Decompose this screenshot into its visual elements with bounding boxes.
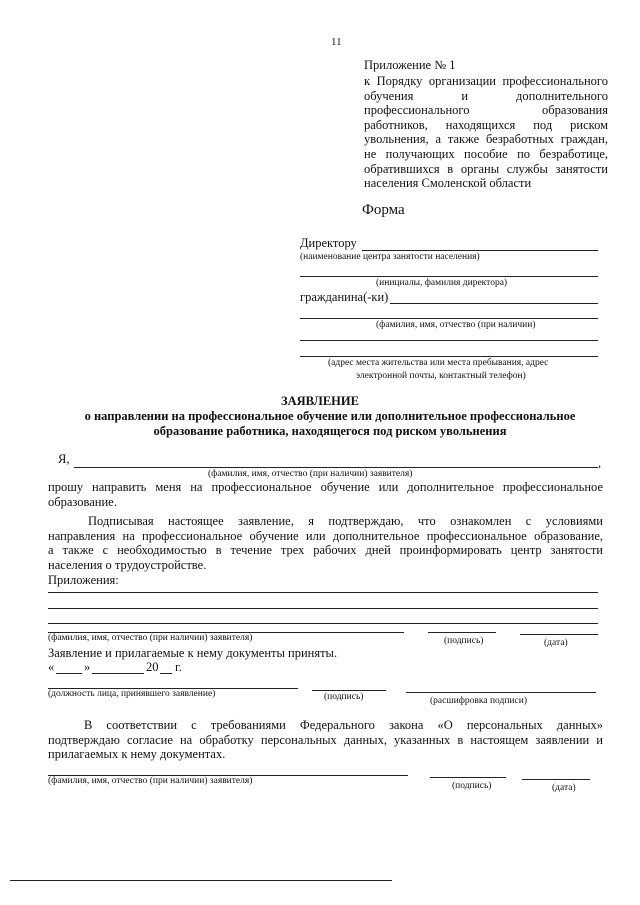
bottom-rule — [10, 880, 392, 881]
date-open-quote: « — [48, 660, 55, 674]
attachments-line-3 — [48, 623, 598, 624]
date-year: 20 — [146, 660, 159, 674]
citizen-line — [390, 303, 598, 304]
applicant-caption: (фамилия, имя, отчество (при наличии) заявителя) — [208, 469, 413, 479]
citizen-label: гражданина(-ки) — [300, 290, 389, 304]
consent-line: подтверждаю согласие на обработку персональных данных, указанных в настоящем заявлении и — [48, 732, 603, 747]
date-year-suffix: г. — [175, 660, 182, 674]
appendix-text — [364, 74, 608, 191]
confirm-line: Подписывая настоящее заявление, я подтверждаю, что ознакомлен с условиями — [88, 514, 603, 528]
date-year-line — [160, 673, 172, 674]
citizen-name-line — [300, 318, 598, 319]
attachments-line-2 — [48, 608, 598, 609]
appendix-line: к Порядку организации профессионального — [364, 74, 608, 88]
statement-title: ЗАЯВЛЕНИЕ — [281, 394, 359, 408]
appendix-title: Приложение № 1 — [364, 58, 456, 72]
appendix-line: обратившихся в органы службы занятости — [364, 161, 608, 176]
date-month-line — [92, 673, 144, 674]
acceptance-signature-caption: (подпись) — [324, 692, 364, 702]
director-caption: (инициалы, фамилия директора) — [376, 278, 508, 288]
director-center-line — [362, 250, 598, 251]
acceptance-text: Заявление и прилагаемые к нему документы приняты. — [48, 646, 338, 660]
acceptance-date — [48, 660, 208, 676]
request-paragraph — [48, 480, 603, 509]
request-line: образование. — [48, 494, 117, 509]
appendix-line: увольнения, а также безработных граждан, — [364, 132, 608, 147]
appendix-line: населения Смоленской области — [364, 176, 532, 191]
ya-label: Я, — [58, 452, 70, 466]
consent-line: прилагаемых к нему документах. — [48, 747, 226, 762]
statement-subtitle-1: о направлении на профессиональное обучение или дополнительное профессиональное — [84, 409, 576, 423]
consent-line: В соответствии с требованиями Федерального закона «О персональных данных» — [84, 718, 603, 732]
consent-signer-caption: (фамилия, имя, отчество (при наличии) заявителя) — [48, 776, 253, 786]
confirm-line: а также с необходимостью в течение трех рабочих дней проинформировать центр занятости — [48, 543, 603, 558]
position-caption: (должность лица, принявшего заявление) — [48, 689, 216, 699]
statement-subtitle-2: образование работника, находящегося под риском увольнения — [153, 424, 507, 438]
page-number: 11 — [331, 36, 342, 48]
center-caption: (наименование центра занятости населения) — [300, 252, 480, 262]
acceptance-signature-line — [312, 690, 386, 691]
appendix-line: обучения и дополнительного — [364, 88, 608, 103]
applicant-comma: , — [598, 456, 602, 470]
address-line-2 — [300, 356, 598, 357]
consent-date-line — [522, 779, 590, 780]
acceptance-decoding-line — [406, 692, 596, 693]
attachments-line-1 — [48, 592, 598, 593]
address-caption-1: (адрес места жительства или места пребывания, адрес — [328, 358, 549, 368]
consent-date-caption: (дата) — [552, 783, 576, 793]
form-label: Форма — [362, 202, 405, 218]
address-caption-2: электронной почты, контактный телефон) — [356, 371, 526, 381]
attachments-date-line — [520, 634, 598, 635]
date-close-quote: » — [84, 660, 91, 674]
confirm-line: направления на профессиональное обучение или дополнительное профессиональное образование, — [48, 528, 603, 543]
consent-signature-line — [430, 777, 506, 778]
request-line: прошу направить меня на профессиональное обучение или дополнительное профессиональное — [48, 480, 603, 494]
acceptance-decoding-caption: (расшифровка подписи) — [430, 696, 527, 706]
appendix-line: не получающих пособие по безработице, — [364, 146, 608, 161]
confirm-paragraph — [48, 514, 603, 572]
director-name-line — [300, 276, 598, 277]
address-line-1 — [300, 340, 598, 341]
date-day-line — [56, 673, 82, 674]
appendix-line: работников, находящихся под риском — [364, 117, 608, 132]
applicant-name-line — [74, 467, 598, 468]
attachments-signature-caption: (подпись) — [444, 636, 484, 646]
attachments-signature-line — [428, 632, 496, 633]
director-label: Директору — [300, 236, 357, 250]
consent-signature-caption: (подпись) — [452, 781, 492, 791]
confirm-line: населения о трудоустройстве. — [48, 557, 207, 572]
appendix-line: профессионального образования — [364, 103, 608, 118]
consent-paragraph — [48, 718, 603, 762]
attachments-date-caption: (дата) — [544, 638, 568, 648]
name-caption: (фамилия, имя, отчество (при наличии) — [376, 320, 536, 330]
attachments-signer-caption: (фамилия, имя, отчество (при наличии) заявителя) — [48, 633, 253, 643]
attachments-label: Приложения: — [48, 573, 119, 587]
